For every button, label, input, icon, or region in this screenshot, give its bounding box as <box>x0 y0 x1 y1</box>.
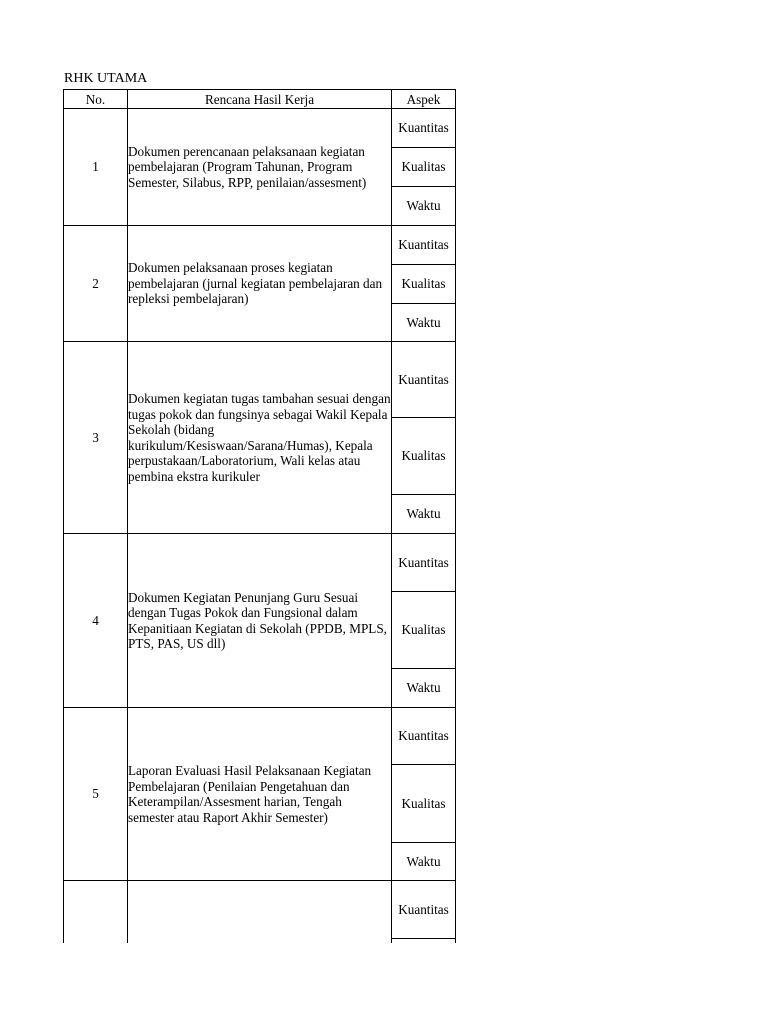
aspect-cell: Waktu <box>392 495 456 534</box>
row-number: 3 <box>64 342 128 534</box>
table-header-row <box>64 90 456 109</box>
header-aspek: Aspek <box>392 90 456 109</box>
header-plan: Rencana Hasil Kerja <box>128 90 392 109</box>
row-number: 4 <box>64 534 128 708</box>
table-row <box>64 534 456 592</box>
document-title: RHK UTAMA <box>64 71 148 86</box>
rhk-table-container <box>63 89 456 943</box>
aspect-cell: Kuantitas <box>392 226 456 265</box>
aspect-cell: Kuantitas <box>392 109 456 148</box>
table-row <box>64 226 456 265</box>
plan-cell: Dokumen pelaksanaan proses kegiatan pembelajaran (jurnal kegiatan pembelajaran dan repleksi pembelajaran) <box>128 226 392 342</box>
header-no: No. <box>64 90 128 109</box>
plan-cell: Dokumen perencanaan pelaksanaan kegiatan pembelajaran (Program Tahunan, Program Semester, Silabus, RPP, penilaian/assesment) <box>128 109 392 226</box>
aspect-cell: Waktu <box>392 843 456 881</box>
aspect-cell: Kuantitas <box>392 342 456 418</box>
plan-cell: Dokumen Kegiatan Penunjang Guru Sesuai dengan Tugas Pokok dan Fungsional dalam Kepanitiaan Kegiatan di Sekolah (PPDB, MPLS, PTS, PAS, US dll) <box>128 534 392 708</box>
table-row <box>64 109 456 148</box>
rhk-table <box>63 89 456 943</box>
plan-cell: Dokumen kegiatan tugas tambahan sesuai dengan tugas pokok dan fungsinya sebagai Wakil Kepala Sekolah (bidang kurikulum/Kesiswaan/Sarana/Humas), Kepala perpustakaan/Laboratorium, Wali kelas atau pembina ekstra kurikuler <box>128 342 392 534</box>
plan-cell <box>128 881 392 944</box>
table-row <box>64 881 456 939</box>
aspect-cell: Waktu <box>392 187 456 226</box>
plan-cell: Laporan Evaluasi Hasil Pelaksanaan Kegiatan Pembelajaran (Penilaian Pengetahuan dan Keterampilan/Assesment harian, Tengah semester atau Raport Akhir Semester) <box>128 708 392 881</box>
aspect-cell: Kuantitas <box>392 708 456 765</box>
row-number: 1 <box>64 109 128 226</box>
aspect-cell: Kualitas <box>392 418 456 495</box>
table-row <box>64 708 456 765</box>
aspect-cell: Kualitas <box>392 148 456 187</box>
table-row <box>64 342 456 418</box>
row-number: 2 <box>64 226 128 342</box>
aspect-cell: Waktu <box>392 304 456 342</box>
aspect-cell: Kualitas <box>392 265 456 304</box>
aspect-cell: Kualitas <box>392 765 456 843</box>
aspect-cell <box>392 939 456 944</box>
aspect-cell: Kualitas <box>392 592 456 669</box>
row-number <box>64 881 128 944</box>
row-number: 5 <box>64 708 128 881</box>
aspect-cell: Waktu <box>392 669 456 708</box>
aspect-cell: Kuantitas <box>392 534 456 592</box>
aspect-cell: Kuantitas <box>392 881 456 939</box>
